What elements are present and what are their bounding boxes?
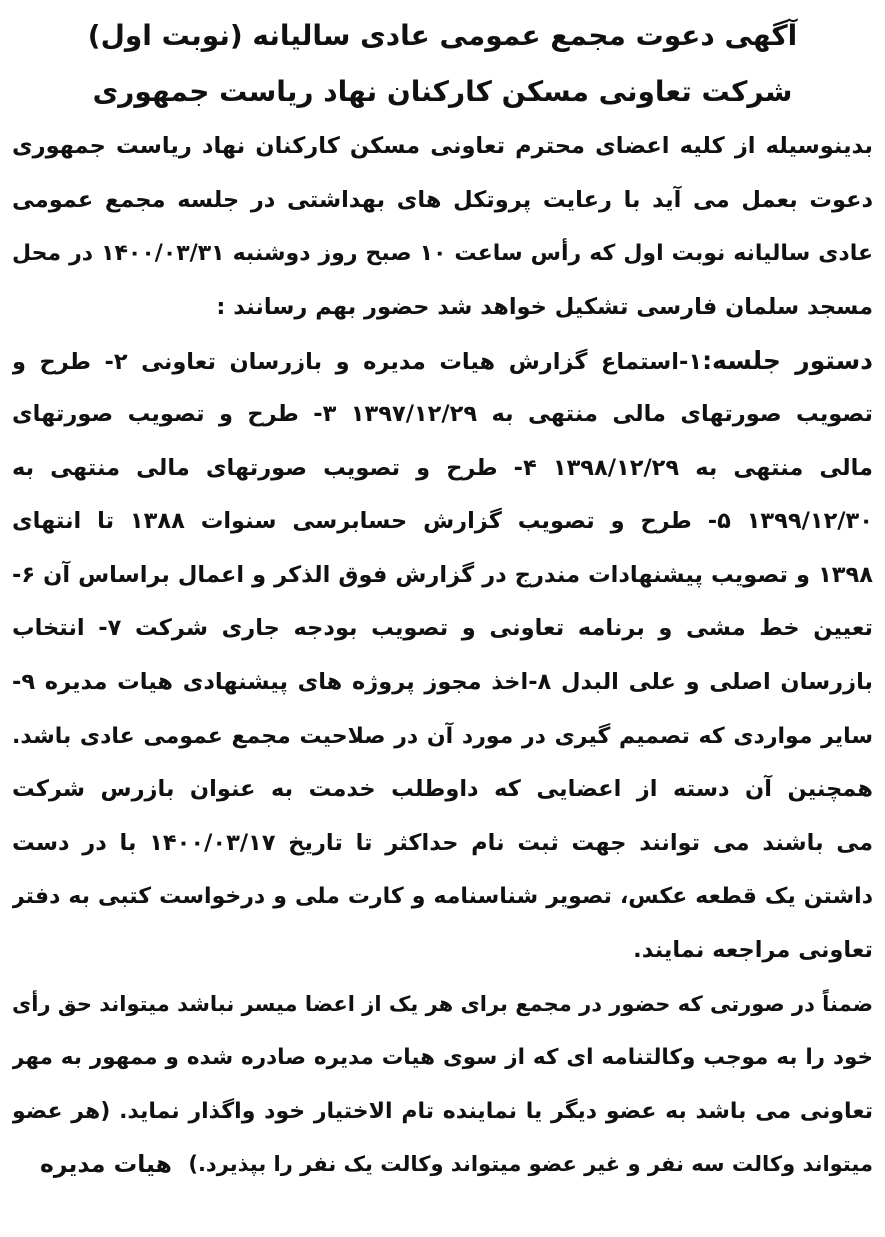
agenda-line: ۱۳۹۸ و تصویب پیشنهادات مندرج در گزارش فوق الذکر و اعمال براساس آن ۶- <box>12 561 873 588</box>
intro-line: مسجد سلمان فارسی تشکیل خواهد شد حضور بهم رسانند : <box>216 293 873 320</box>
agenda-line: مالی منتهی به ۱۳۹۸/۱۲/۲۹ ۴- طرح و تصویب صورتهای مالی منتهی به <box>12 454 873 481</box>
agenda-label: دستور جلسه: <box>702 346 873 376</box>
agenda-line: سایر مواردی که تصمیم گیری در مورد آن در صلاحیت مجمع عمومی عادی باشد. <box>12 723 873 749</box>
intro-line: بدینوسیله از کلیه اعضای محترم تعاونی مسکن کارکنان نهاد ریاست جمهوری <box>12 133 873 159</box>
agenda-line: تصویب صورتهای مالی منتهی به ۱۳۹۷/۱۲/۲۹ ۳- طرح و تصویب صورتهای <box>12 400 873 427</box>
agenda-line: بازرسان اصلی و علی البدل ۸-اخذ مجوز پروژه های پیشنهادی هیات مدیره ۹- <box>12 668 873 695</box>
proxy-line: ضمناً در صورتی که حضور در مجمع برای هر یک از اعضا میسر نباشد میتواند حق رأی <box>12 991 873 1016</box>
proxy-paragraph <box>12 978 873 1192</box>
agenda-paragraph <box>12 334 873 763</box>
inspector-line: همچنین آن دسته از اعضایی که داوطلب خدمت به عنوان بازرس شرکت <box>12 776 873 803</box>
notice-title: آگهی دعوت مجمع عمومی عادی سالیانه (نوبت اول) <box>87 19 798 52</box>
inspector-line: داشتن یک قطعه عکس، تصویر شناسنامه و کارت ملی و درخواست کتبی به دفتر <box>12 884 873 910</box>
inspector-line: تعاونی مراجعه نمایند. <box>633 936 873 963</box>
intro-line: دعوت بعمل می آید با رعایت پروتکل های بهداشتی در جلسه مجمع عمومی <box>12 186 873 213</box>
inspector-line: می باشند می توانند جهت ثبت نام حداکثر تا تاریخ ۱۴۰۰/۰۳/۱۷ با در دست <box>12 829 873 856</box>
agenda-line: ۱۳۹۹/۱۲/۳۰ ۵- طرح و تصویب گزارش حسابرسی سنوات ۱۳۸۸ تا انتهای <box>12 508 873 535</box>
board-signature: هیات مدیره <box>40 1150 172 1179</box>
agenda-first-line <box>12 334 873 388</box>
footer-line <box>12 1138 873 1192</box>
agenda-line: تعیین خط مشی و برنامه تعاونی و تصویب بودجه جاری شرکت ۷- انتخاب <box>12 615 873 642</box>
agenda-text: ۱-استماع گزارش هیات مدیره و بازرسان تعاونی ۲- طرح و <box>12 349 703 376</box>
proxy-line: تعاونی می باشد به عضو دیگر یا نماینده تام الاختیار خود واگذار نماید. (هر عضو <box>12 1098 873 1124</box>
intro-paragraph <box>12 120 873 334</box>
intro-line: عادی سالیانه نوبت اول که رأس ساعت ۱۰ صبح روز دوشنبه ۱۴۰۰/۰۳/۳۱ در محل <box>12 241 873 267</box>
proxy-last-line: میتواند وکالت سه نفر و غیر عضو میتواند وکالت یک نفر را بپذیرد.) <box>188 1152 873 1177</box>
company-name: شرکت تعاونی مسکن کارکنان نهاد ریاست جمهوری <box>92 75 793 108</box>
proxy-line: خود را به موجب وکالتنامه ای که از سوی هیات مدیره صادره شده و ممهور به مهر <box>12 1045 873 1071</box>
inspector-paragraph <box>12 763 873 977</box>
